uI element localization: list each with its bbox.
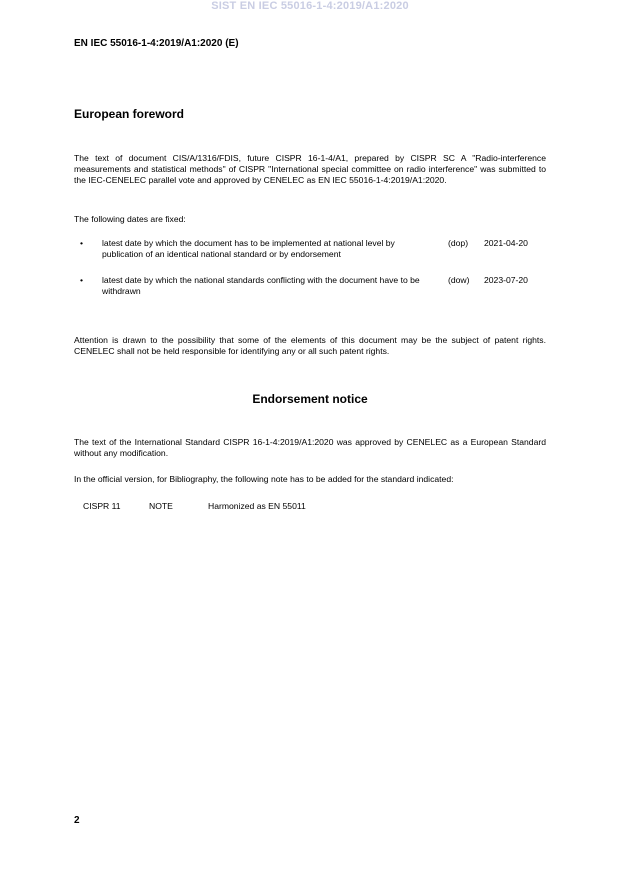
document-header: EN IEC 55016-1-4:2019/A1:2020 (E) xyxy=(74,38,239,49)
patent-notice-paragraph: Attention is drawn to the possibility that some of the elements of this document may be the subject of patent rights. CENELEC shall not be held responsible for identifying any or all such patent rights. xyxy=(74,335,546,356)
date-item-text: latest date by which the document has to be implemented at national level by publication of an identical national standard or by endorsement xyxy=(102,238,395,259)
date-item-text: latest date by which the national standards conflicting with the document have to be withdrawn xyxy=(102,275,420,296)
date-item-date: 2021-04-20 xyxy=(484,238,528,248)
note-text: Harmonized as EN 55011 xyxy=(208,501,306,511)
bullet-icon: • xyxy=(80,275,84,285)
note-label: NOTE xyxy=(149,501,173,511)
foreword-intro-paragraph: The text of document CIS/A/1316/FDIS, future CISPR 16-1-4/A1, prepared by CISPR SC A "Radio-interference measurements and statistical methods" of CISPR "International special committee on radio interference" was submitted to the IEC-CENELEC parallel vote and approved by CENELEC as EN IEC 55016-1-4:2019/A1:2020. xyxy=(74,153,546,185)
note-standard: CISPR 11 xyxy=(83,501,121,511)
endorsement-text: The text of the International Standard CISPR 16-1-4:2019/A1:2020 was approved by CENELEC as a European Standard without any modification. xyxy=(74,437,546,458)
date-item-code: (dow) xyxy=(448,275,470,285)
date-item-code: (dop) xyxy=(448,238,469,248)
dates-intro: The following dates are fixed: xyxy=(74,214,186,224)
bibliography-intro: In the official version, for Bibliography, the following note has to be added for the standard indicated: xyxy=(74,474,454,484)
foreword-title: European foreword xyxy=(74,107,185,121)
page-number: 2 xyxy=(74,815,80,826)
bullet-icon: • xyxy=(80,238,84,248)
endorsement-title: Endorsement notice xyxy=(252,392,368,406)
date-item-date: 2023-07-20 xyxy=(484,275,528,285)
watermark: SIST EN IEC 55016-1-4:2019/A1:2020 xyxy=(211,0,409,12)
